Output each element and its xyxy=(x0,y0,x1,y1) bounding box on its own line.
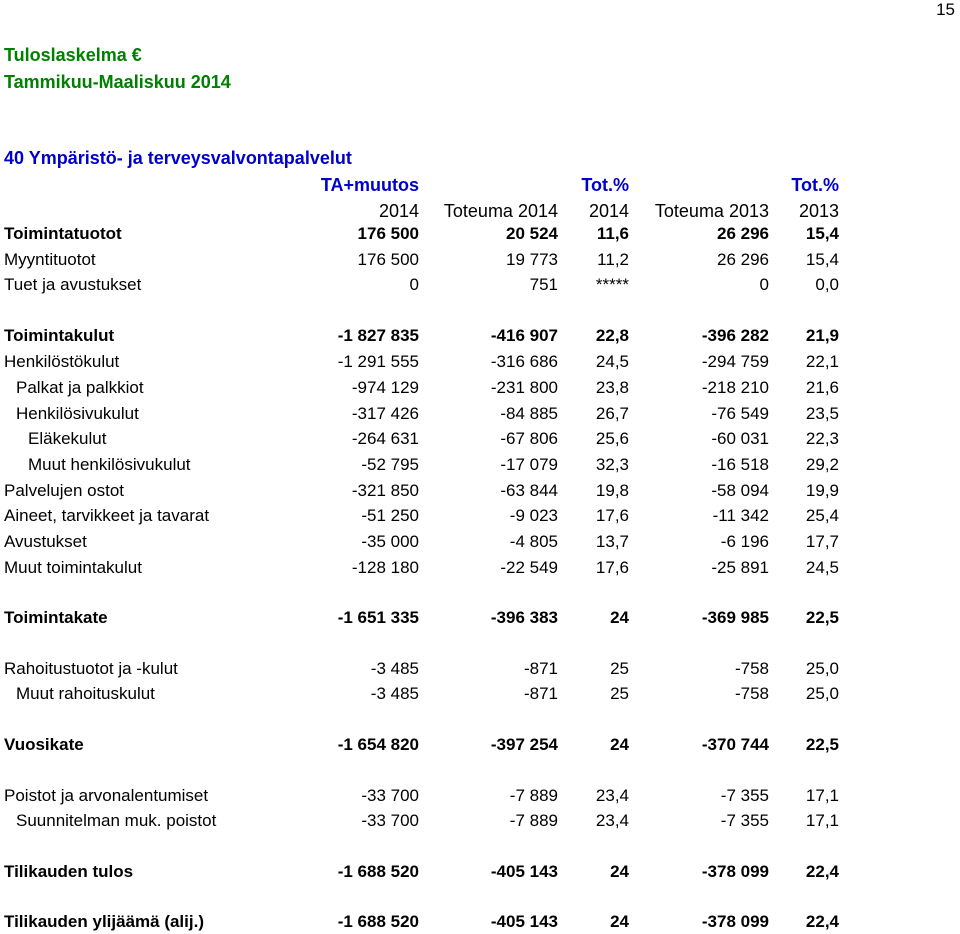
cell-toteuma-2014: -7 889 xyxy=(509,786,558,805)
cell-pct-2014: 32,3 xyxy=(595,455,629,474)
cell-pct-2014: 24 xyxy=(610,862,629,881)
header-pct-year-2013: 2013 xyxy=(798,201,839,221)
cell-toteuma-2014: -7 889 xyxy=(509,811,558,830)
cell-ta: -52 795 xyxy=(361,455,419,474)
table-row xyxy=(0,860,960,884)
cell-toteuma-2014: -871 xyxy=(523,684,558,703)
row-label: Myyntituotot xyxy=(4,250,96,269)
cell-toteuma-2013: -758 xyxy=(734,659,769,678)
cell-pct-2014: 23,4 xyxy=(595,786,629,805)
cell-pct-2014: 11,2 xyxy=(597,250,629,269)
cell-pct-2013: 23,5 xyxy=(805,404,839,423)
table-row xyxy=(0,556,960,580)
header-tot-pct-2013: Tot.% xyxy=(791,175,839,195)
cell-ta: -33 700 xyxy=(361,786,419,805)
cell-toteuma-2013: 26 296 xyxy=(717,250,769,269)
cell-ta: -974 129 xyxy=(351,378,419,397)
report-period: Tammikuu-Maaliskuu 2014 xyxy=(4,72,231,92)
cell-ta: -1 827 835 xyxy=(337,326,419,345)
cell-pct-2014: 24 xyxy=(610,912,629,931)
row-label: Muut toimintakulut xyxy=(4,558,142,577)
cell-pct-2013: 22,5 xyxy=(805,608,839,627)
cell-toteuma-2013: -11 342 xyxy=(712,506,769,525)
cell-toteuma-2013: -6 196 xyxy=(720,532,769,551)
row-label: Suunnitelman muk. poistot xyxy=(16,811,217,830)
cell-pct-2013: 17,1 xyxy=(805,786,839,805)
cell-pct-2014: 25,6 xyxy=(595,429,629,448)
cell-ta: -35 000 xyxy=(361,532,419,551)
row-label: Tilikauden tulos xyxy=(4,862,134,881)
cell-pct-2014: 19,8 xyxy=(595,481,629,500)
row-label: Muut rahoituskulut xyxy=(16,684,155,703)
header-tot-pct-2014: Tot.% xyxy=(581,175,629,195)
cell-toteuma-2013: -60 031 xyxy=(711,429,769,448)
cell-toteuma-2013: -396 282 xyxy=(701,326,769,345)
row-label: Henkilösivukulut xyxy=(16,404,139,423)
table-row xyxy=(0,222,960,246)
cell-toteuma-2013: -378 099 xyxy=(701,862,769,881)
row-label: Vuosikate xyxy=(4,735,84,754)
cell-pct-2014: 24,5 xyxy=(595,352,629,371)
cell-pct-2014: 23,4 xyxy=(595,811,629,830)
cell-toteuma-2013: 26 296 xyxy=(717,224,769,243)
table-row xyxy=(0,248,960,272)
table-row xyxy=(0,682,960,706)
table-row xyxy=(0,376,960,400)
header-pct-year-2014: 2014 xyxy=(588,201,629,221)
cell-pct-2014: 25 xyxy=(610,659,629,678)
cell-toteuma-2013: -76 549 xyxy=(711,404,769,423)
cell-pct-2014: 22,8 xyxy=(595,326,629,345)
cell-pct-2014: 24 xyxy=(610,608,629,627)
row-label: Palkat ja palkkiot xyxy=(16,378,144,397)
cell-toteuma-2013: -16 518 xyxy=(711,455,769,474)
cell-pct-2013: 17,1 xyxy=(805,811,839,830)
cell-toteuma-2014: -405 143 xyxy=(490,862,558,881)
cell-pct-2013: 22,5 xyxy=(805,735,839,754)
cell-pct-2013: 24,5 xyxy=(805,558,839,577)
row-label: Toimintakulut xyxy=(4,326,115,345)
cell-pct-2014: 13,7 xyxy=(595,532,629,551)
row-label: Muut henkilösivukulut xyxy=(28,455,191,474)
cell-pct-2014: 17,6 xyxy=(595,506,629,525)
cell-toteuma-2013: -7 355 xyxy=(720,811,769,830)
cell-ta: -1 688 520 xyxy=(337,912,419,931)
cell-pct-2013: 21,9 xyxy=(805,326,839,345)
cell-toteuma-2014: -397 254 xyxy=(490,735,558,754)
cell-toteuma-2013: -7 355 xyxy=(720,786,769,805)
cell-pct-2013: 22,4 xyxy=(805,912,839,931)
cell-toteuma-2013: -58 094 xyxy=(711,481,769,500)
header-ta-year: 2014 xyxy=(378,201,419,221)
row-label: Tilikauden ylijäämä (alij.) xyxy=(4,912,204,931)
row-label: Eläkekulut xyxy=(28,429,107,448)
table-row xyxy=(0,479,960,503)
cell-pct-2013: 25,0 xyxy=(805,684,839,703)
cell-toteuma-2014: -4 805 xyxy=(509,532,558,551)
cell-toteuma-2014: -17 079 xyxy=(500,455,558,474)
cell-toteuma-2014: -316 686 xyxy=(490,352,558,371)
cell-toteuma-2014: -416 907 xyxy=(490,326,558,345)
table-row xyxy=(0,453,960,477)
header-toteuma-2013: Toteuma 2013 xyxy=(654,201,769,221)
table-row xyxy=(0,784,960,808)
cell-pct-2014: 26,7 xyxy=(595,404,629,423)
cell-toteuma-2014: 19 773 xyxy=(506,250,558,269)
page-number: 15 xyxy=(936,0,955,19)
cell-ta: -3 485 xyxy=(370,659,419,678)
cell-ta: -1 654 820 xyxy=(337,735,419,754)
cell-pct-2014: 24 xyxy=(610,735,629,754)
cell-ta: -264 631 xyxy=(351,429,419,448)
cell-toteuma-2014: -84 885 xyxy=(500,404,558,423)
cell-toteuma-2013: 0 xyxy=(759,275,769,294)
cell-toteuma-2013: -218 210 xyxy=(701,378,769,397)
cell-toteuma-2013: -378 099 xyxy=(701,912,769,931)
cell-ta: -51 250 xyxy=(361,506,419,525)
header-toteuma-2014: Toteuma 2014 xyxy=(443,201,558,221)
cell-toteuma-2014: -405 143 xyxy=(490,912,558,931)
cell-pct-2014: 25 xyxy=(610,684,629,703)
section-title: 40 Ympäristö- ja terveysvalvontapalvelut xyxy=(4,148,352,168)
cell-pct-2013: 25,0 xyxy=(805,659,839,678)
cell-pct-2014: 23,8 xyxy=(595,378,629,397)
cell-pct-2013: 22,4 xyxy=(805,862,839,881)
cell-ta: -128 180 xyxy=(351,558,419,577)
cell-pct-2013: 15,4 xyxy=(805,224,839,243)
cell-ta: -33 700 xyxy=(361,811,419,830)
cell-toteuma-2013: -25 891 xyxy=(711,558,769,577)
cell-ta: -1 651 335 xyxy=(337,608,419,627)
row-label: Poistot ja arvonalentumiset xyxy=(4,786,209,805)
cell-pct-2013: 19,9 xyxy=(805,481,839,500)
cell-toteuma-2014: -22 549 xyxy=(500,558,558,577)
cell-pct-2013: 21,6 xyxy=(805,378,839,397)
cell-toteuma-2013: -758 xyxy=(734,684,769,703)
cell-pct-2014: 11,6 xyxy=(596,224,629,243)
cell-ta: -321 850 xyxy=(351,481,419,500)
cell-ta: 0 xyxy=(409,275,419,294)
row-label: Rahoitustuotot ja -kulut xyxy=(4,659,178,678)
cell-toteuma-2013: -369 985 xyxy=(701,608,769,627)
table-row xyxy=(0,273,960,297)
row-label: Palvelujen ostot xyxy=(4,481,125,500)
row-label: Henkilöstökulut xyxy=(4,352,120,371)
cell-ta: 176 500 xyxy=(357,250,419,269)
cell-toteuma-2014: 20 524 xyxy=(506,224,558,243)
cell-toteuma-2014: -9 023 xyxy=(509,506,558,525)
cell-pct-2013: 29,2 xyxy=(805,455,839,474)
table-row xyxy=(0,427,960,451)
cell-toteuma-2013: -370 744 xyxy=(701,735,769,754)
cell-ta: -3 485 xyxy=(370,684,419,703)
table-row xyxy=(0,402,960,426)
cell-pct-2013: 25,4 xyxy=(805,506,839,525)
cell-pct-2013: 22,1 xyxy=(805,352,839,371)
cell-pct-2013: 22,3 xyxy=(805,429,839,448)
row-label: Toimintakate xyxy=(4,608,108,627)
cell-toteuma-2014: -871 xyxy=(523,659,558,678)
cell-pct-2014: 17,6 xyxy=(595,558,629,577)
table-row xyxy=(0,324,960,348)
cell-toteuma-2014: -231 800 xyxy=(490,378,558,397)
table-row xyxy=(0,606,960,630)
table-row xyxy=(0,910,960,934)
cell-pct-2013: 17,7 xyxy=(805,532,839,551)
row-label: Tuet ja avustukset xyxy=(4,275,142,294)
cell-ta: -317 426 xyxy=(351,404,419,423)
row-label: Toimintatuotot xyxy=(4,224,122,243)
table-row xyxy=(0,657,960,681)
table-row xyxy=(0,504,960,528)
header-ta-muutos: TA+muutos xyxy=(320,175,419,195)
cell-toteuma-2014: -67 806 xyxy=(500,429,558,448)
table-row xyxy=(0,809,960,833)
cell-pct-2014: ***** xyxy=(595,275,629,294)
cell-ta: 176 500 xyxy=(357,224,419,243)
table-row xyxy=(0,350,960,374)
table-row xyxy=(0,530,960,554)
cell-toteuma-2014: -63 844 xyxy=(500,481,558,500)
cell-ta: -1 688 520 xyxy=(337,862,419,881)
cell-pct-2013: 15,4 xyxy=(805,250,839,269)
row-label: Aineet, tarvikkeet ja tavarat xyxy=(4,506,210,525)
cell-ta: -1 291 555 xyxy=(337,352,419,371)
report-title: Tuloslаskelma € xyxy=(4,45,142,65)
cell-toteuma-2014: 751 xyxy=(529,275,558,294)
row-label: Avustukset xyxy=(4,532,87,551)
cell-toteuma-2014: -396 383 xyxy=(490,608,558,627)
cell-toteuma-2013: -294 759 xyxy=(701,352,769,371)
table-row xyxy=(0,733,960,757)
cell-pct-2013: 0,0 xyxy=(815,275,839,294)
